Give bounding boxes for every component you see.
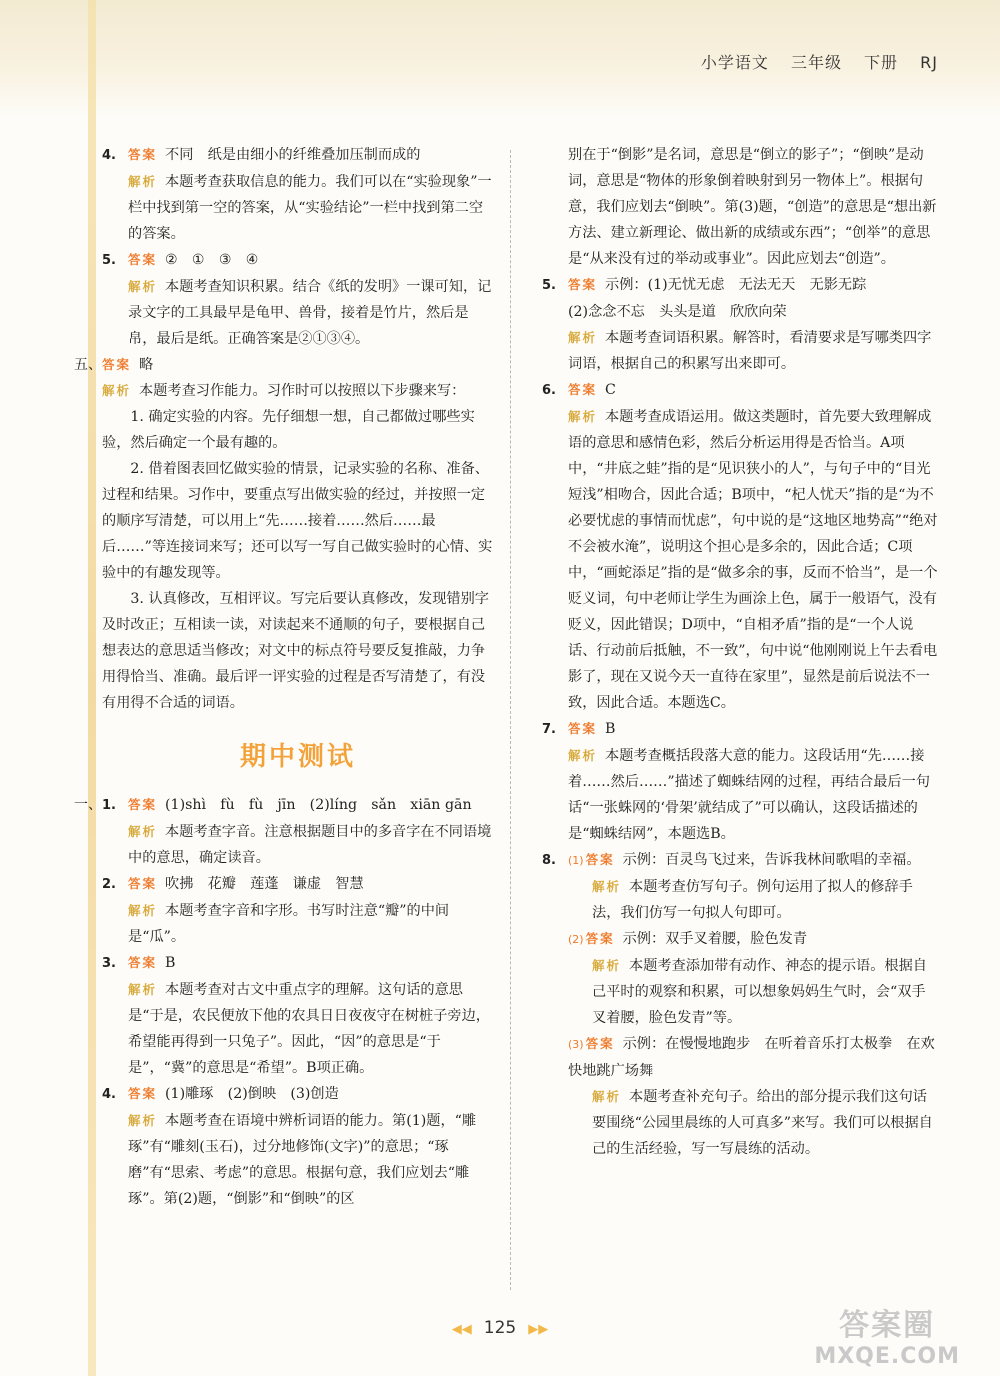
analysis-tag: 解析 (102, 383, 132, 398)
analysis-tag: 解析 (128, 903, 158, 918)
analysis-text: 本题考查概括段落大意的能力。这段话用“先……接着……然后……”描述了蜘蛛结网的过程，再结合最后一句话“一张蛛网的‘骨架’就结成了”可以确认，这段话描述的是“蜘蛛结网”，本题选B。 (568, 748, 930, 842)
m4-analysis (102, 1108, 494, 1212)
m4-answer-row (102, 1081, 494, 1108)
section5-answer-row (74, 352, 494, 378)
section-title: 期中测试 (239, 742, 356, 772)
section5-analysis (102, 378, 494, 404)
question-number: 4. (102, 148, 116, 163)
section-label: 五、 (74, 357, 102, 373)
analysis-text: 本题考查获取信息的能力。我们可以在“实验现象”一栏中找到第一空的答案，从“实验结论”一栏中找到第二空的答案。 (128, 174, 492, 242)
answer-tag: 答案 (585, 1036, 615, 1051)
answer-tag: 答案 (128, 955, 158, 970)
m8-2-analysis (542, 953, 938, 1031)
answer-text: 略 (139, 357, 154, 373)
question-number: 5. (542, 278, 556, 293)
analysis-text: 本题考查知识积累。结合《纸的发明》一课可知，记录文字的工具最早是龟甲、兽骨，接着是竹片，然后是帛，最后是纸。正确答案是②①③④。 (128, 279, 492, 347)
m6-answer-row (542, 377, 938, 404)
section5-point-3: 3. 认真修改，互相评议。写完后要认真修改，发现错别字及时改正；互相读一读，对读起来不通顺的句子，要根据自己想表达的意思适当修改；对文中的标点符号要反复推敲，力争用得恰当、准确。最后评一评实验的过程是否写清楚了，有没有用得不合适的词语。 (102, 591, 489, 711)
m8-3-analysis (542, 1084, 938, 1162)
answer-tag: 答案 (128, 876, 158, 891)
header-grade: 三年级 (790, 53, 842, 72)
next-arrows-icon: ▶▶ (528, 1322, 549, 1337)
question-number: 8. (542, 853, 556, 868)
watermark-logo (814, 1300, 960, 1369)
answer-tag: 答案 (585, 852, 615, 867)
analysis-tag: 解析 (568, 748, 598, 763)
q4-answer-row (102, 142, 494, 169)
answer-text: B (605, 721, 616, 737)
answer-tag: 答案 (568, 382, 598, 397)
m2-answer-row (102, 871, 494, 898)
analysis-tag: 解析 (128, 824, 158, 839)
analysis-text: 本题考查字音和字形。书写时注意“瓣”的中间是“瓜”。 (128, 903, 450, 945)
analysis-tag: 解析 (592, 879, 622, 894)
m8-1-answer-row (542, 847, 938, 874)
question-number: 4. (102, 1087, 116, 1102)
analysis-tag: 解析 (568, 409, 598, 424)
left-column (74, 142, 494, 1212)
m8-2-answer-row (542, 926, 938, 953)
q5-analysis (102, 274, 494, 352)
analysis-text: 本题考查词语积累。解答时，看清要求是写哪类四字词语，根据自己的积累写出来即可。 (568, 330, 932, 372)
header-subject: 小学语文 (700, 53, 769, 72)
m7-answer-row (542, 716, 938, 743)
answer-tag: 答案 (568, 277, 598, 292)
watermark-line2: MXQE.COM (814, 1344, 960, 1369)
m4-analysis-continued: 别在于“倒影”是名词，意思是“倒立的影子”；“倒映”是动词，意思是“物体的形象倒着映射到另一物体上”。根据句意，我们应划去“倒映”。第(3)题，“创造”的意思是“想出新方法、建立新理论、做出新的成绩或东西”；“创举”的意思是“从来没有过的举动或事业”。因此应划去“创造”。 (568, 147, 937, 267)
sub-number: (1) (568, 854, 584, 867)
question-number: 5. (102, 253, 116, 268)
q4-analysis (102, 169, 494, 247)
analysis-text: 本题考查添加带有动作、神态的提示语。根据自己平时的观察和积累，可以想象妈妈生气时，会“双手叉着腰，脸色发青”等。 (592, 958, 927, 1026)
m1-answer-row (74, 792, 494, 819)
answer-tag: 答案 (128, 252, 158, 267)
m8-1-analysis (542, 874, 938, 926)
analysis-text: 本题考查在语境中辨析词语的能力。第(1)题，“雕琢”有“雕刻(玉石)，过分地修饰(文字)”的意思；“琢磨”有“思索、考虑”的意思。根据句意，我们应划去“雕琢”。第(2)题，“倒影”和“倒映”的区 (128, 1113, 477, 1207)
answer-text: B (165, 955, 176, 971)
header-volume: 下册 (864, 53, 899, 72)
question-number: 6. (542, 383, 556, 398)
answer-tag: 答案 (128, 147, 158, 162)
q5-answer-row (102, 247, 494, 274)
answer-tag: 答案 (102, 357, 132, 372)
column-divider (510, 150, 511, 1290)
m5-analysis (542, 325, 938, 377)
m1-analysis (102, 819, 494, 871)
m5-answer-line2: (2)念念不忘 头头是道 欣欣向荣 (568, 304, 787, 320)
answer-text: C (605, 382, 616, 398)
answer-tag: 答案 (585, 931, 615, 946)
m3-answer-row (102, 950, 494, 977)
header-edition: RJ (920, 53, 938, 72)
answer-tag: 答案 (128, 1086, 158, 1101)
analysis-tag: 解析 (592, 1089, 622, 1104)
analysis-tag: 解析 (128, 1113, 158, 1128)
section-label: 一、 (74, 797, 102, 813)
analysis-tag: 解析 (128, 279, 158, 294)
answer-text: 示例：在慢慢地跑步 在听着音乐打太极拳 在欢快地跳广场舞 (568, 1036, 935, 1079)
m5-answer-row (542, 272, 938, 299)
m3-analysis (102, 977, 494, 1081)
header-text (685, 50, 938, 73)
page-header (0, 0, 1000, 118)
question-number: 1. (102, 798, 116, 813)
sub-number: (3) (568, 1038, 584, 1051)
section5-point-1: 1. 确定实验的内容。先仔细想一想，自己都做过哪些实验，然后确定一个最有趣的。 (102, 409, 475, 451)
answer-text: 吹拂 花瓣 莲蓬 谦虚 智慧 (165, 876, 364, 892)
analysis-tag: 解析 (592, 958, 622, 973)
answer-tag: 答案 (128, 797, 158, 812)
sub-number: (2) (568, 933, 584, 946)
spine-bar (88, 0, 96, 1376)
analysis-text: 本题考查仿写句子。例句运用了拟人的修辞手法，我们仿写一句拟人句即可。 (592, 879, 913, 921)
answer-text: ② ① ③ ④ (165, 252, 259, 268)
analysis-text: 本题考查字音。注意根据题目中的多音字在不同语境中的意思，确定读音。 (128, 824, 492, 866)
prev-arrows-icon: ◀◀ (451, 1322, 472, 1337)
analysis-text: 本题考查成语运用。做这类题时，首先要大致理解成语的意思和感情色彩，然后分析运用得是否恰当。A项中，“井底之蛙”指的是“见识狭小的人”，与句子中的“目光短浅”相吻合，因此合适；B项中，“杞人忧天”指的是“为不必要忧虑的事情而忧虑”，句中说的是“这地区地势高”“绝对不会被水淹”，说明这个担心是多余的，因此合适；C项中，“画蛇添足”指的是“做多余的事，反而不恰当”，是一个贬义词，句中老师让学生为画涂上色，属于一般语气，没有贬义，因此错误；D项中，“自相矛盾”指的是“一个人说话、行动前后抵触，不一致”，句中说“他刚刚说上午去看电影了，现在又说今天一直待在家里”，显然是前后说法不一致，因此合适。本题选C。 (568, 409, 938, 711)
m6-analysis (542, 404, 938, 716)
analysis-tag: 解析 (568, 330, 598, 345)
m8-3-answer-row (542, 1031, 938, 1084)
watermark-line1: 答案圈 (839, 1308, 936, 1343)
question-number: 7. (542, 722, 556, 737)
answer-text: 示例：百灵鸟飞过来，告诉我林间歌唱的幸福。 (622, 852, 921, 868)
question-number: 3. (102, 956, 116, 971)
answer-text: (1)shì fù fù jīn (2)líng sǎn xiān gān (165, 797, 472, 813)
analysis-tag: 解析 (128, 982, 158, 997)
m7-analysis (542, 743, 938, 847)
analysis-text: 本题考查对古文中重点字的理解。这句话的意思是“于是，农民便放下他的农具日日夜夜守在树桩子旁边，希望能再得到一只兔子”。因此，“因”的意思是“于是”，“冀”的意思是“希望”。B项正确。 (128, 982, 490, 1076)
page-number: 125 (483, 1318, 517, 1338)
answer-text: 示例：(1)无忧无虑 无法无天 无影无踪 (605, 277, 867, 293)
question-number: 2. (102, 877, 116, 892)
answer-tag: 答案 (568, 721, 598, 736)
answer-text: 示例：双手叉着腰，脸色发青 (622, 931, 808, 947)
right-column (542, 142, 938, 1162)
analysis-tag: 解析 (128, 174, 158, 189)
analysis-text: 本题考查补充句子。给出的部分提示我们这句话要围绕“公园里晨练的人可真多”来写。我们可以根据自己的生活经验，写一写晨练的活动。 (592, 1089, 933, 1157)
answer-text: (1)雕琢 (2)倒映 (3)创造 (165, 1086, 339, 1102)
answer-text: 不同 纸是由细小的纤维叠加压制而成的 (165, 147, 421, 163)
m2-analysis (102, 898, 494, 950)
section5-point-2: 2. 借着图表回忆做实验的情景，记录实验的名称、准备、过程和结果。习作中，要重点写出做实验的经过，并按照一定的顺序写清楚，可以用上“先……接着……然后……最后……”等连接词来写；还可以写一写自己做实验时的心情、实验中的有趣发现等。 (102, 461, 493, 581)
analysis-text: 本题考查习作能力。习作时可以按照以下步骤来写： (139, 383, 466, 399)
